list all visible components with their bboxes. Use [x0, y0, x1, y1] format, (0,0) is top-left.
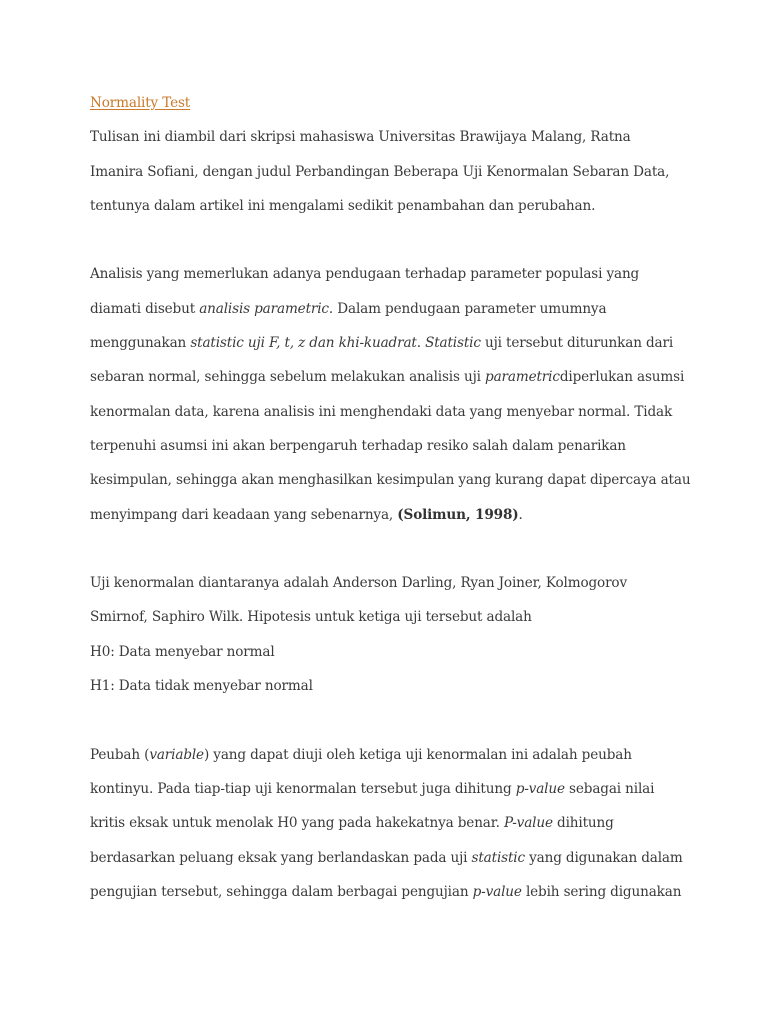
paragraph-2-line-1: Analisis yang memerlukan adanya pendugaan terhadap parameter populasi yang [90, 266, 640, 283]
paragraph-spacer [90, 532, 690, 566]
paragraph-4-line-2: kontinyu. Pada tiap-tiap uji kenormalan tersebut juga dihitung p-value sebagai nilai [90, 780, 655, 797]
paragraph-2-line-2: diamati disebut analisis parametric. Dalam pendugaan parameter umumnya [90, 300, 607, 317]
paragraph-spacer [90, 223, 690, 257]
paragraph-2-line-4: sebaran normal, sehingga sebelum melakukan analisis uji parametricdiperlukan asumsi [90, 369, 685, 386]
hypothesis-h0: H0: Data menyebar normal [90, 643, 275, 660]
italic-term: p-value [472, 883, 522, 900]
paragraph-2-line-7: kesimpulan, sehingga akan menghasilkan kesimpulan yang kurang dapat dipercaya atau [90, 472, 691, 489]
paragraph-1-line-3: tentunya dalam artikel ini mengalami sedikit penambahan dan perubahan. [90, 197, 596, 214]
paragraph-1-line-2: Imanira Sofiani, dengan judul Perbandingan Beberapa Uji Kenormalan Sebaran Data, [90, 163, 670, 180]
italic-term: variable [149, 746, 204, 763]
paragraph-2-line-3: menggunakan statistic uji F, t, z dan khi-kuadrat. Statistic uji tersebut diturunkan dari [90, 335, 674, 352]
paragraph-2-line-6: terpenuhi asumsi ini akan berpengaruh terhadap resiko salah dalam penarikan [90, 437, 626, 454]
paragraph-spacer [90, 703, 690, 737]
paragraph-2-line-5: kenormalan data, karena analisis ini menghendaki data yang menyebar normal. Tidak [90, 403, 673, 420]
italic-term: statistic uji F, t, z dan khi-kuadrat [190, 335, 417, 352]
document-title-row [90, 86, 690, 120]
italic-term: Statistic [425, 335, 481, 352]
italic-term: parametric [485, 369, 560, 386]
paragraph-3-line-2: Smirnof, Saphiro Wilk. Hipotesis untuk ketiga uji tersebut adalah [90, 609, 532, 626]
italic-term: p-value [515, 780, 565, 797]
paragraph-3-line-1: Uji kenormalan diantaranya adalah Anderson Darling, Ryan Joiner, Kolmogorov [90, 575, 627, 592]
citation: (Solimun, 1998) [397, 506, 519, 523]
paragraph-4-line-5: pengujian tersebut, sehingga dalam berbagai pengujian p-value lebih sering digunakan [90, 883, 682, 900]
italic-term: statistic [471, 849, 525, 866]
paragraph-4-line-4: berdasarkan peluang eksak yang berlandaskan pada uji statistic yang digunakan dalam [90, 849, 683, 866]
paragraph-4-line-3: kritis eksak untuk menolak H0 yang pada hakekatnya benar. P-value dihitung [90, 815, 614, 832]
paragraph-4-line-1: Peubah (variable) yang dapat diuji oleh ketiga uji kenormalan ini adalah peubah [90, 746, 632, 763]
italic-term: P-value [503, 815, 553, 832]
document-title-link[interactable]: Normality Test [90, 95, 191, 111]
document-page [90, 86, 690, 909]
paragraph-1-line-1: Tulisan ini diambil dari skripsi mahasiswa Universitas Brawijaya Malang, Ratna [90, 129, 631, 146]
paragraph-2-line-8: menyimpang dari keadaan yang sebenarnya, (Solimun, 1998). [90, 506, 523, 523]
hypothesis-h1: H1: Data tidak menyebar normal [90, 678, 313, 695]
italic-term: analisis parametric [199, 300, 329, 317]
